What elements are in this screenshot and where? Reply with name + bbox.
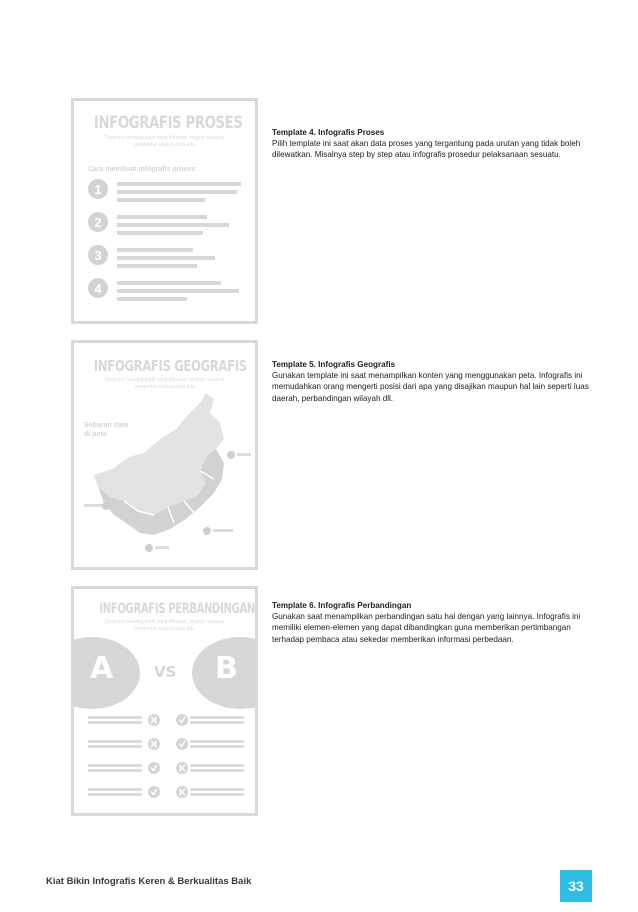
template-4-description — [272, 127, 602, 161]
page-number-badge: 33 — [560, 870, 592, 902]
thumb-title: INFOGRAFIS PERBANDINGAN — [99, 601, 255, 617]
comparison-rows — [74, 709, 255, 809]
thumbnail-perbandingan — [71, 586, 258, 816]
thumb-subtitle: Deskripsi tentang topik yang dibahas, singkat maupun pengantar singkat data ada — [104, 377, 225, 390]
thumbnail-geografis — [71, 340, 258, 570]
step-lines — [117, 281, 239, 301]
step-row — [88, 179, 108, 199]
template-5-description — [272, 359, 602, 404]
side-a-label: A — [90, 651, 114, 686]
side-b-label: B — [215, 651, 238, 686]
map-illustration — [74, 383, 255, 553]
footer-book-title: Kiat Bikin Infografis Keren & Berkualitas Baik — [46, 876, 252, 887]
template-6-title: Template 6. Infografis Perbandingan — [272, 601, 412, 610]
thumbnail-proses — [71, 98, 258, 324]
step-lines — [117, 248, 215, 268]
template-4-body: Pilih template ini saat akan data proses yang tergantung pada urutan yang tidak boleh dilewatkan. Misalnya step by step atau infografis prosedur pelaksanaan sesuatu. — [272, 139, 581, 160]
step-lines — [117, 215, 229, 235]
step-row — [88, 245, 108, 265]
vs-label: VS — [154, 663, 177, 681]
thumb-label: Sebaran data di peta — [84, 422, 128, 438]
thumb-subtitle: Deskripsi tentang topik yang dibahas, singkat maupun pengantar singkat data ada — [104, 619, 225, 632]
step-number-badge: 1 — [88, 179, 108, 199]
step-number-badge: 3 — [88, 245, 108, 265]
thumb-label: Cara membuat infografis proses — [88, 166, 196, 173]
step-number-badge: 4 — [88, 278, 108, 298]
step-row — [88, 278, 108, 298]
template-4-title: Template 4. Infografis Proses — [272, 128, 385, 137]
thumb-title: INFOGRAFIS GEOGRAFIS — [93, 357, 247, 375]
template-5-title: Template 5. Infografis Geografis — [272, 360, 396, 369]
thumb-subtitle: Deskripsi tentang topik yang dibahas, singkat maupun pengantar singkat data ada — [104, 135, 225, 148]
step-lines — [117, 182, 241, 202]
template-5-body: Gunakan template ini saat menampilkan konten yang menggunakan peta. Infografis ini memudahkan orang mengerti posisi dari apa yang disajikan maupun hal lain seperti luas daerah, perbandingan wilayah dll. — [272, 371, 589, 403]
step-row — [88, 212, 108, 232]
thumb-title: INFOGRAFIS PROSES — [93, 113, 243, 133]
template-6-description — [272, 600, 602, 645]
template-6-body: Gunakan saat menampilkan perbandingan satu hal dengan yang lainnya. Infografis ini memiliki elemen-elemen yang dapat dibandingkan guna memberikan pertimbangan terhadap pembaca atau sekedar memberikan informasi perbedaan. — [272, 612, 581, 644]
step-number-badge: 2 — [88, 212, 108, 232]
